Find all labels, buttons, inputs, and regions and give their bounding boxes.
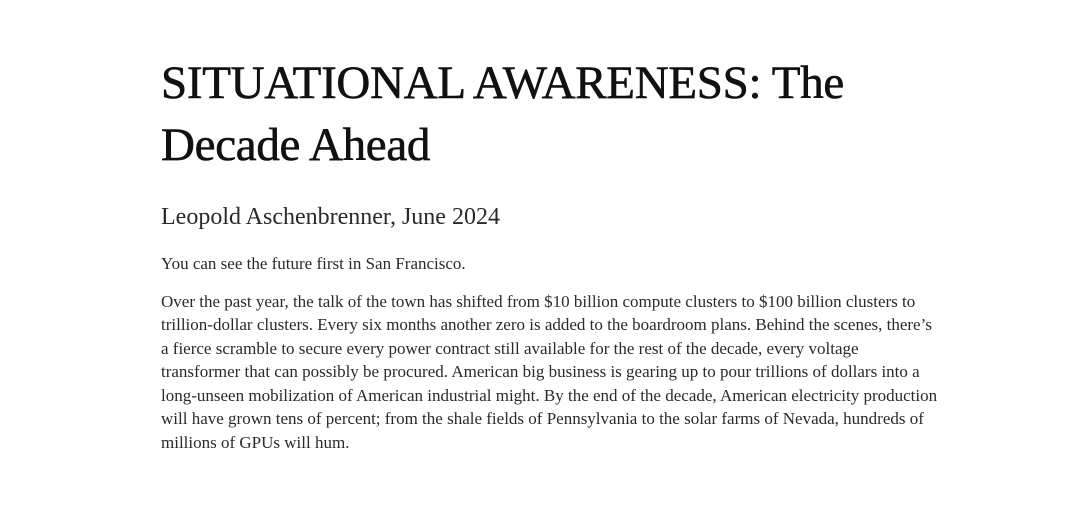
page-title: SITUATIONAL AWARENESS: The Decade Ahead xyxy=(161,57,844,171)
paragraph-body: Over the past year, the talk of the town has shifted from $10 billion compute clusters to $100 billion clusters to trillion-dollar clusters. Every six months another zero is added to the boardroom plans. Behind the scenes, there’s a fierce scramble to secure every power contract still available for the rest of the decade, every voltage transformer that can possibly be procured. American big business is gearing up to pour trillions of dollars into a long-unseen mobilization of American industrial might. By the end of the decade, American electricity production will have grown tens of percent; from the shale fields of Pennsylvania to the solar farms of Nevada, hundreds of millions of GPUs will hum. xyxy=(161,291,938,452)
paragraph-intro: You can see the future first in San Francisco. xyxy=(161,254,466,273)
byline: Leopold Aschenbrenner, June 2024 xyxy=(161,204,500,230)
article xyxy=(161,52,941,454)
